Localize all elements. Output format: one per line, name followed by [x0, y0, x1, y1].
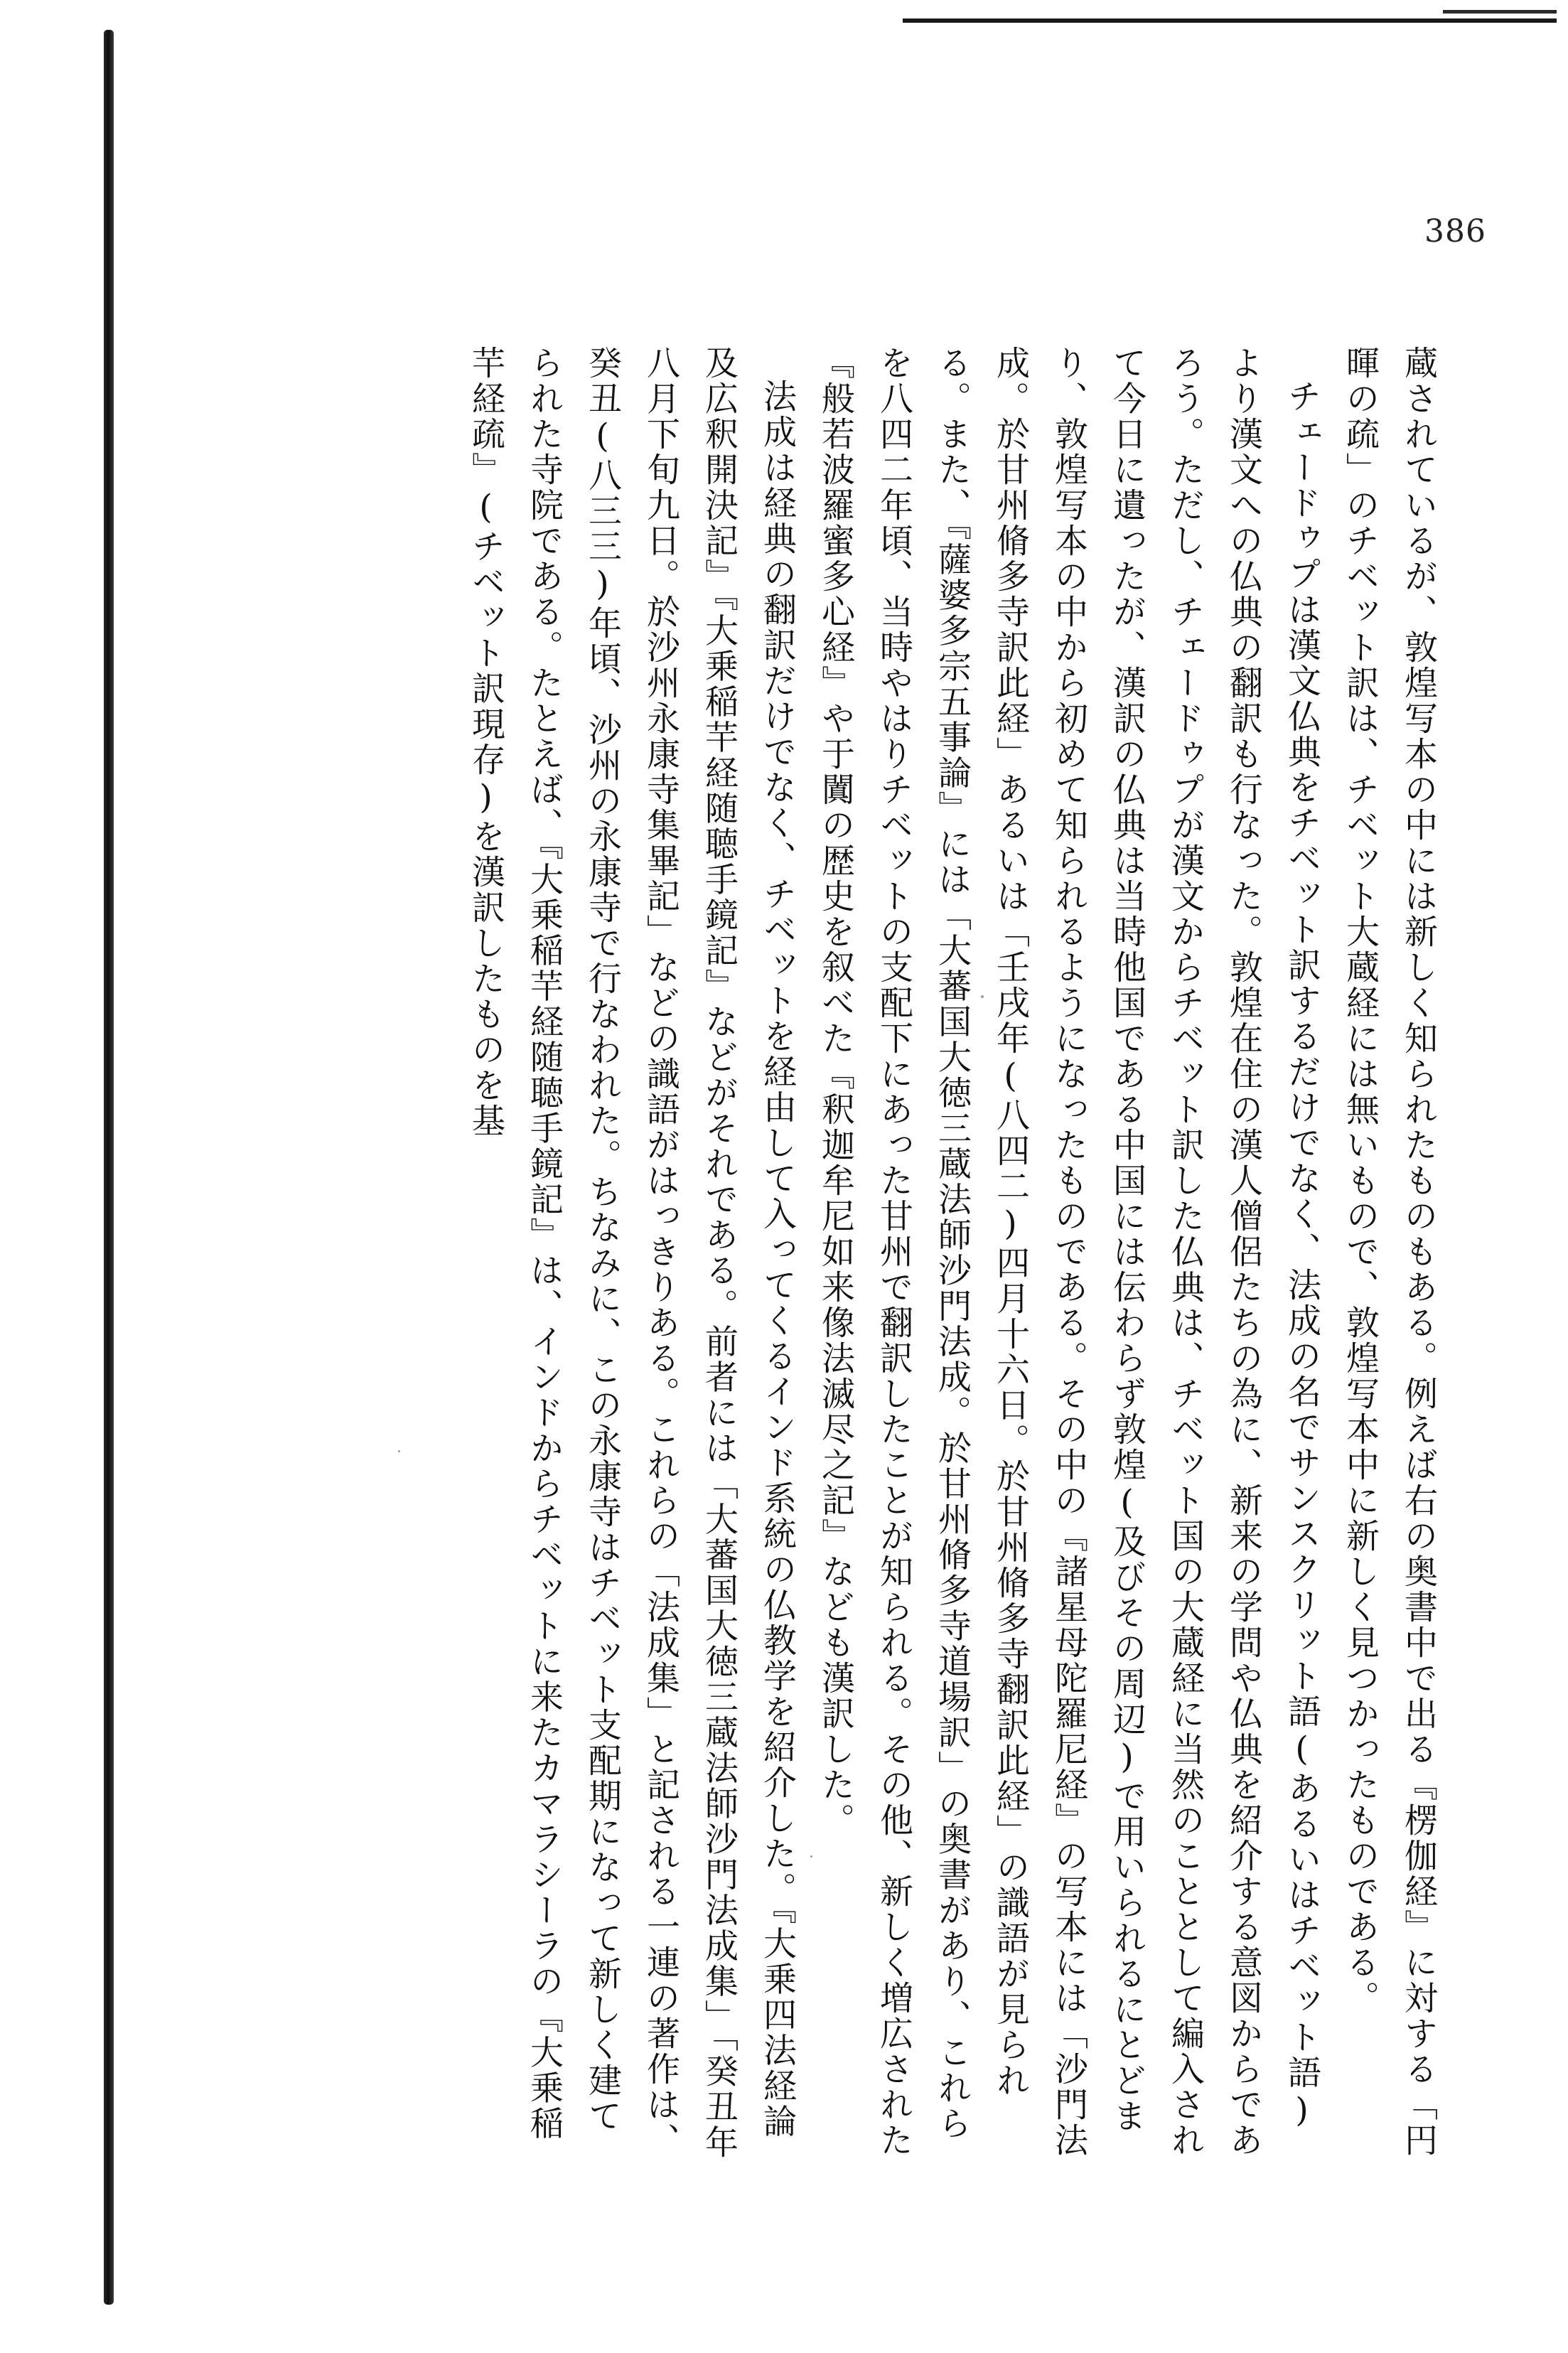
page-number: 386 — [1424, 213, 1486, 250]
vertical-text-body — [456, 345, 1447, 2165]
scan-top-edge-tail — [1443, 10, 1557, 14]
paragraph-facheng-works: 法成は経典の翻訳だけでなく、チベットを経由して入ってくるインド系統の仏教学を紹介した。『大乗四法経論及広釈開決記』『大乗稲芉経随聴手鏡記』などがそれである。前者には「大蕃国大徳三蔵法師沙門法成集」「癸丑年八月下旬九日。於沙州永康寺集畢記」などの識語がはっきりある。これらの「法成集」と記される一連の著作は、癸丑(八三三)年頃、沙州の永康寺で行なわれた。ちなみに、この永康寺はチベット支配期になって新しく建てられた寺院である。たとえば、『大乗稲芉経随聴手鏡記』は、インドからチベットに来たカマラシーラの『大乗稲芉経疏』(チベット訳現存)を漢訳したものを基 — [466, 345, 797, 2160]
scan-binding-edge — [104, 30, 114, 2305]
paragraph-chedup-translations: チェードゥプは漢文仏典をチベット訳するだけでなく、法成の名でサンスクリット語(あるいはチベット語)より漢文への仏典の翻訳も行なった。敦煌在住の漢人僧侶たちの為に、新来の学問や仏典を紹介する意図からであろう。ただし、チェードゥプが漢文からチベット訳した仏典は、チベット国の大蔵経に当然のこととして編入されて今日に遺ったが、漢訳の仏典は当時他国である中国には伝わらず敦煌(及びその周辺)で用いられるにとどまり、敦煌写本の中から初めて知られるようになったものである。その中の『諸星母陀羅尼経』の写本には「沙門法成。於甘州脩多寺訳此経」あるいは「壬戌年(八四二)四月十六日。於甘州脩多寺翻訳此経」の識語が見られる。また、『薩婆多宗五事論』には「大蕃国大徳三蔵法師沙門法成。於甘州脩多寺道場訳」の奥書があり、これらを八四二年頃、当時やはりチベットの支配下にあった甘州で翻訳したことが知られる。その他、新しく増広された『般若波羅蜜多心経』や于闐の歴史を叙べた『釈迦牟尼如来像法滅尽之記』なども漢訳した。 — [816, 345, 1321, 2158]
scan-speck — [398, 1450, 400, 1452]
scan-speck — [810, 1855, 812, 1858]
scan-speck — [981, 995, 984, 998]
paragraph-continued: 蔵されているが、敦煌写本の中には新しく知られたものもある。例えば右の奥書中で出る『楞伽経』に対する「円暉の疏」のチベット訳は、チベット大蔵経には無いもので、敦煌写本中に新しく見つかったものである。 — [1341, 345, 1438, 2158]
scan-top-edge — [903, 18, 1557, 23]
